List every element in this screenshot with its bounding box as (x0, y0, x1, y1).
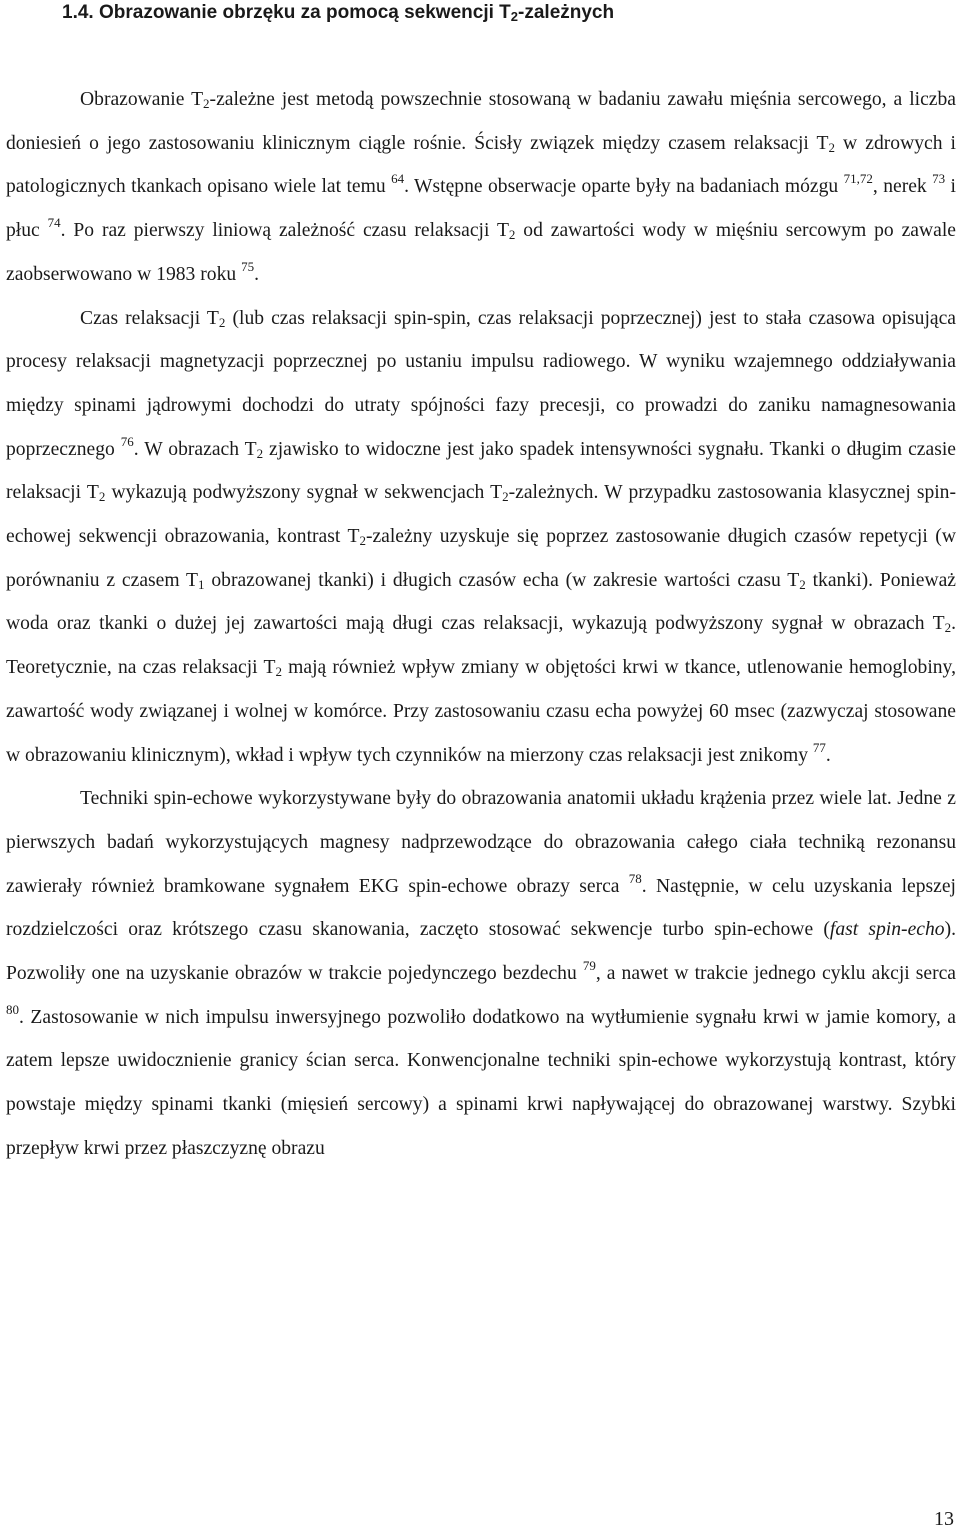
text-run: tkanki). Ponieważ woda oraz tkanki o dużej jej zawartości mają długi czas relaksacji, wykazują podwyższony sygnał w obrazach T (6, 569, 956, 635)
citation-ref: 79 (582, 958, 596, 974)
text-run: mają również wpływ zmiany w objętości krwi w tkance, utlenowanie hemoglobiny, zawartość wody związanej i wolnej w komórce. Przy zastosowaniu czasu echa powyżej 60 msec (zazwyczaj stosowane w obrazowaniu klinicznym), wkład i wpływ tych czynników na mierzony czas relaksacji jest znikomy (6, 657, 956, 766)
text-run: . Teoretycznie, na czas relaksacji T (6, 613, 956, 679)
citation-ref: 77 (812, 739, 826, 755)
subscript: 2 (256, 445, 264, 461)
subscript: 2 (944, 620, 952, 636)
citation-ref: 71,72 (843, 171, 873, 187)
paragraph (6, 777, 956, 1170)
text-run: . Następnie, w celu uzyskania lepszej rozdzielczości oraz krótszego czasu skanowania, zaczęto stosować sekwencje turbo spin-echowe ( (6, 875, 956, 941)
text-run: zjawisko to widoczne jest jako spadek intensywności sygnału. Tkanki o długim czasie relaksacji T (6, 438, 956, 504)
citation-ref: 76 (120, 433, 134, 449)
text-run: Techniki spin-echowe wykorzystywane były do obrazowania anatomii układu krążenia przez wiele lat. Jedne z pierwszych badań wykorzystujących magnesy nadprzewodzące do obrazowania całego ciała techniką rezonansu zawierały również bramkowane sygnałem EKG spin-echowe obrazy serca (6, 788, 956, 897)
subscript: 2 (828, 139, 836, 155)
citation-ref: 78 (628, 870, 642, 886)
text-run: -zależne jest metodą powszechnie stosowaną w badaniu zawału mięśnia sercowego, a liczba doniesień o jego zastosowaniu klinicznym ciągle rośnie. Ścisły związek między czasem relaksacji T (6, 89, 956, 154)
text-run: . Po raz pierwszy liniową zależność czasu relaksacji T (60, 220, 509, 242)
section-heading (62, 0, 942, 26)
text-run: . W obrazach T (133, 438, 257, 460)
subscript: 2 (502, 489, 509, 505)
subscript: 2 (218, 314, 226, 330)
text-run: , nerek (872, 176, 933, 198)
paragraph (6, 78, 956, 297)
subscript: 2 (508, 227, 516, 243)
text-run: . (825, 744, 831, 766)
text-run: , a nawet w trakcie jednego cyklu akcji serca (595, 963, 957, 985)
citation-ref: 75 (241, 258, 255, 274)
text-run: . Wstępne obserwacje oparte były na badaniach mózgu (404, 176, 844, 198)
text-run: . Zastosowanie w nich impulsu inwersyjnego pozwoliło dodatkowo na wytłumienie sygnału krwi w jamie komory, a zatem lepsze uwidocznienie granicy ścian serca. Konwencjonalne techniki spin-echowe wykorzystują kontrast, który powstaje między spinami tkanki (mięsień sercowy) a spinami krwi napływającej do obrazowanej warstwy. Szybki przepływ krwi przez płaszczyznę obrazu (6, 1006, 956, 1159)
citation-ref: 80 (6, 1001, 19, 1017)
paragraph (6, 297, 956, 778)
text-run: . (254, 263, 259, 285)
text-run: Czas relaksacji T (80, 307, 219, 329)
text-run: od zawartości wody w mięśniu sercowym po zawale zaobserwowano w 1983 roku (6, 220, 956, 285)
citation-ref: 64 (391, 171, 405, 187)
text-run: wykazują podwyższony sygnał w sekwencjach T (105, 482, 503, 504)
section-title: Obrazowanie obrzęku za pomocą sekwencji $T_2$-zależnych (98, 2, 615, 24)
text-run: ). Pozwoliły one na uzyskanie obrazów w trakcie pojedynczego bezdechu (6, 919, 956, 985)
text-run: obrazowanej tkanki) i długich czasów echa (w zakresie wartości czasu T (204, 569, 800, 591)
text-run: Obrazowanie T (80, 89, 204, 110)
subscript: 2 (799, 576, 806, 592)
citation-ref: 74 (47, 215, 61, 231)
body-text (6, 78, 956, 1171)
text-run: (lub czas relaksacji spin-spin, czas relaksacji poprzecznej) jest to stała czasowa opisująca procesy relaksacji magnetyzacji poprzecznej po ustaniu impulsu radiowego. W wyniku wzajemnego oddziaływania między spinami jądrowymi dochodzi do utraty spójności fazy precesji, co prowadzi do zaniku namagnesowania poprzecznego (6, 307, 956, 460)
subscript: 2 (275, 664, 282, 680)
subscript: 2 (359, 533, 366, 549)
text-run: -zależny uzyskuje się poprzez zastosowanie długich czasów repetycji (w porównaniu z czasem T (6, 526, 956, 591)
page-number: 13 (934, 1508, 954, 1530)
subscript: 2 (203, 96, 210, 111)
italic-term: fast spin-echo (829, 919, 945, 941)
text-run: i płuc (6, 176, 956, 242)
subscript: 2 (98, 489, 106, 505)
section-number: 1.4. (62, 2, 94, 23)
subscript: 1 (198, 576, 205, 592)
citation-ref: 73 (932, 171, 946, 187)
text-run: -zależnych. W przypadku zastosowania klasycznej spin-echowej sekwencji obrazowania, kontrast T (6, 482, 957, 548)
text-run: w zdrowych i patologicznych tkankach opisano wiele lat temu (6, 132, 956, 198)
